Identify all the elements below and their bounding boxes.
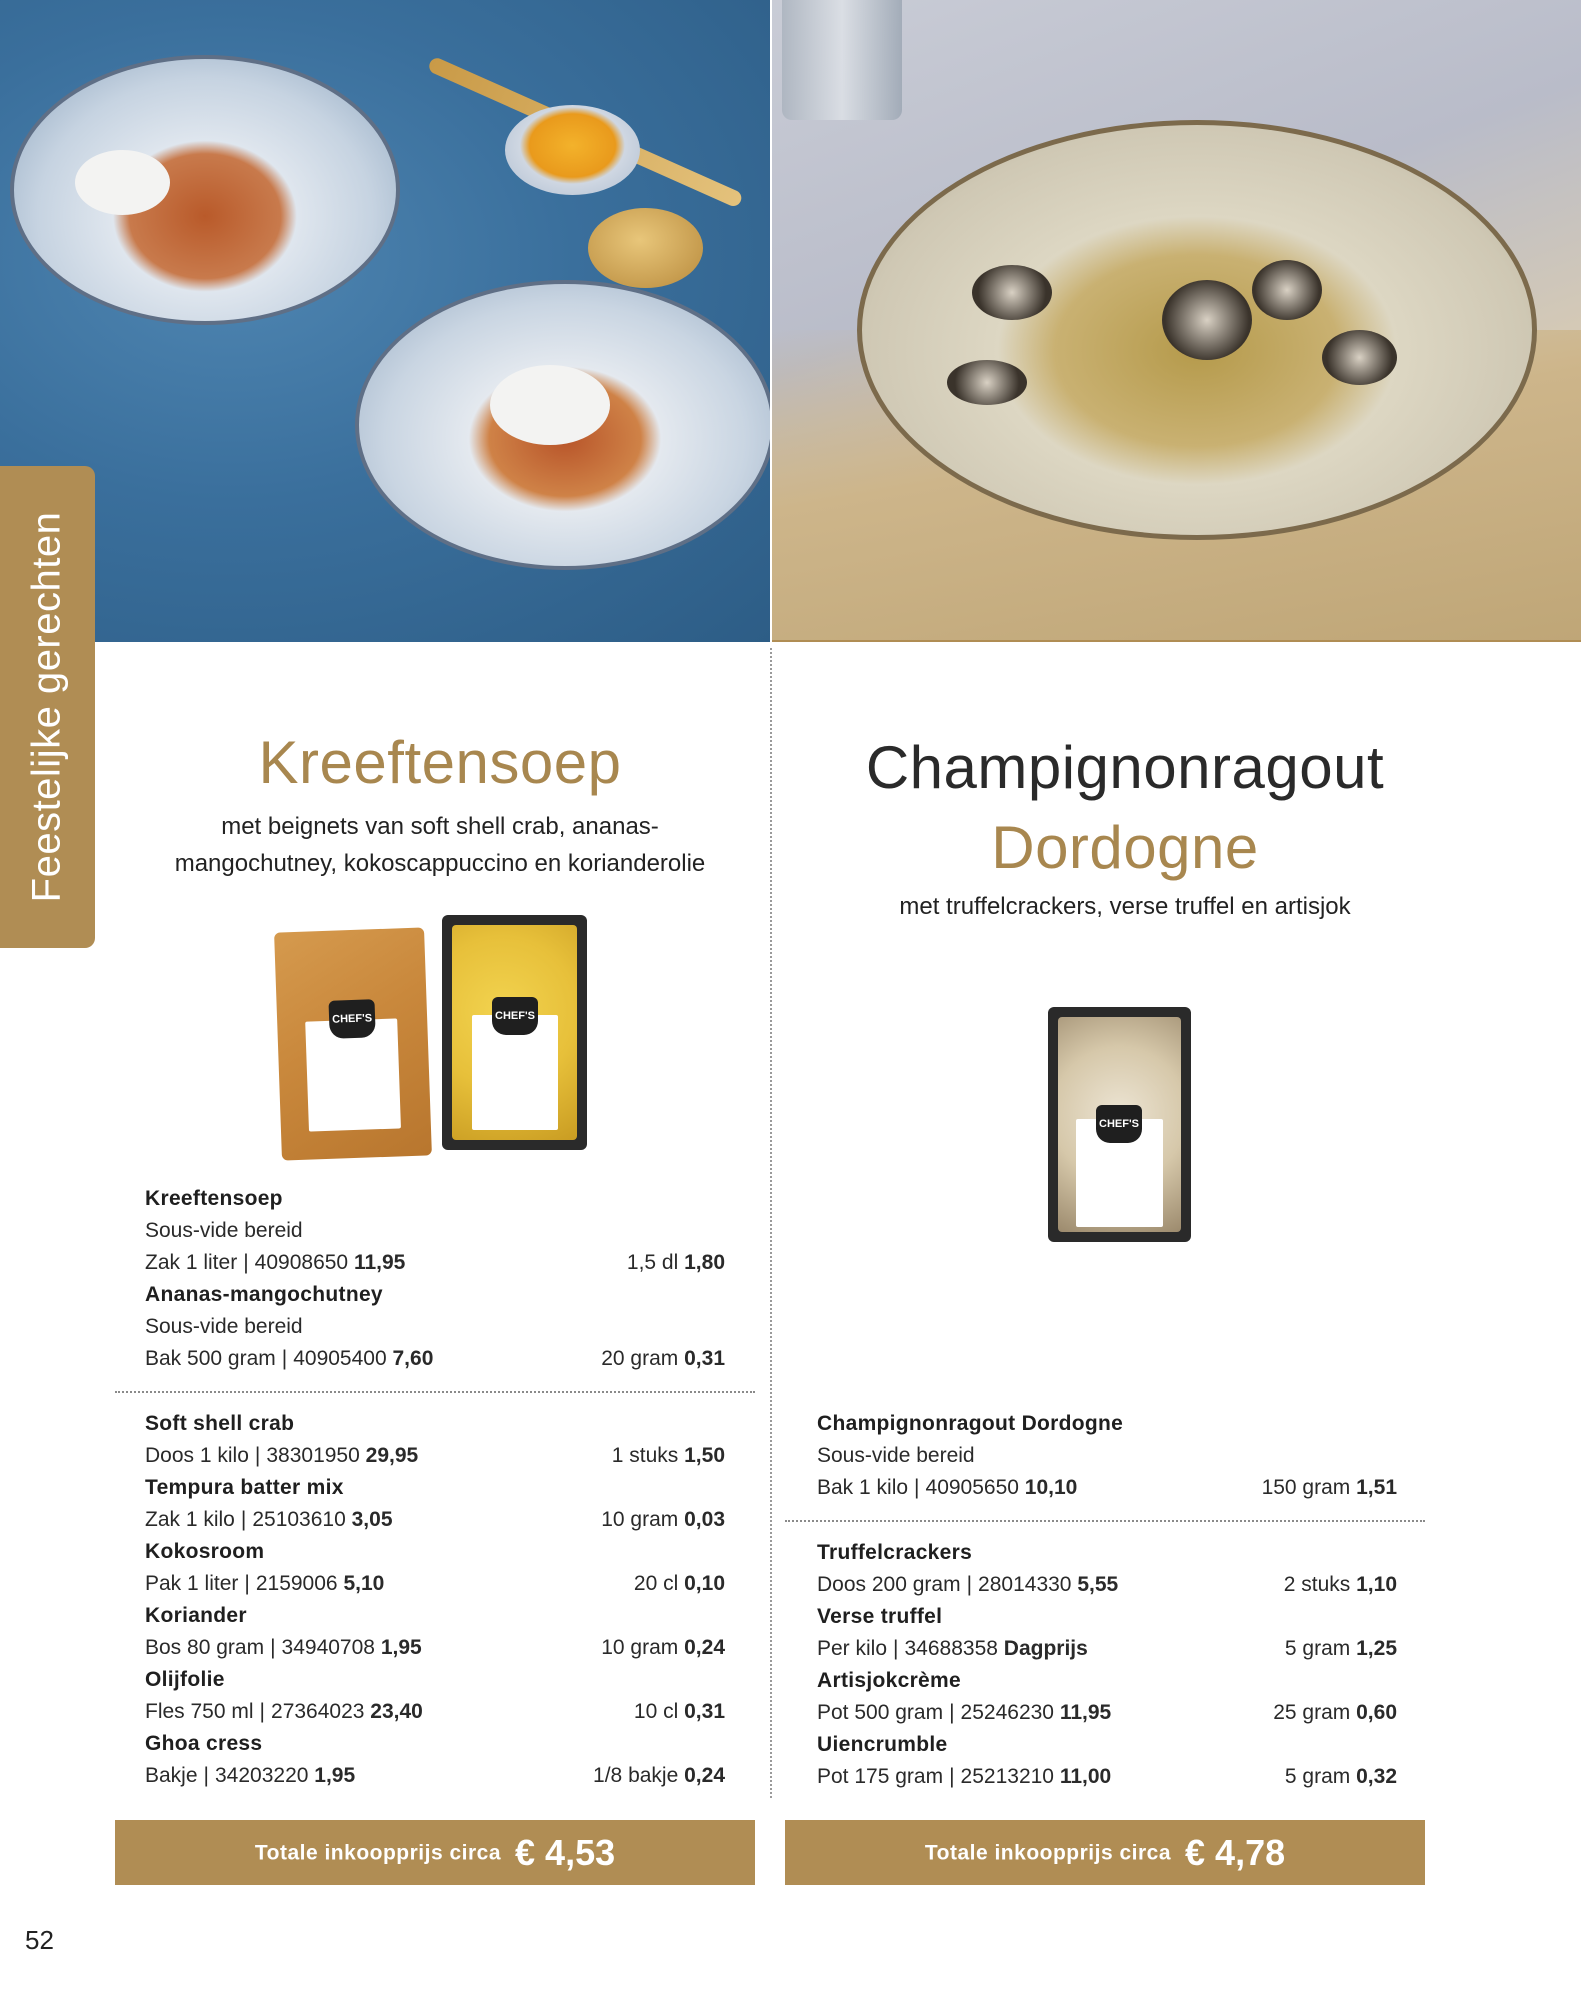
ingredient-code: 25246230 [960, 1701, 1054, 1724]
ingredient-price: 11,00 [1059, 1765, 1112, 1788]
truffle-slice-image [1252, 260, 1322, 320]
ingredient-item [145, 1728, 725, 1792]
chefs-logo: CHEF'S [492, 997, 538, 1035]
portion-size: 10 cl [633, 1700, 679, 1723]
ingredient-code: 34203220 [215, 1764, 309, 1787]
ingredient-price-line: Bos 80 gram | 34940708 1,95 10 gram 0,24 [145, 1632, 725, 1664]
ingredient-unit: Bakje [145, 1764, 198, 1787]
right-ingredients-group2 [817, 1537, 1397, 1793]
ingredient-name: Ghoa cress [145, 1732, 263, 1755]
truffle-slice-image [947, 360, 1027, 405]
ingredient-name: Kokosroom [145, 1540, 265, 1563]
portion-size: 5 gram [1284, 1637, 1351, 1660]
portion-size: 10 gram [601, 1508, 679, 1531]
ingredient-price: 11,95 [1059, 1701, 1112, 1724]
ingredient-name: Tempura batter mix [145, 1476, 344, 1499]
ingredient-code: 2159006 [255, 1572, 338, 1595]
portion-size: 5 gram [1284, 1765, 1351, 1788]
ingredient-price: 5,55 [1077, 1573, 1119, 1596]
ingredient-unit: Doos 200 gram [817, 1573, 961, 1596]
chutney-pack-image [442, 915, 587, 1150]
foam-image [75, 150, 170, 215]
ingredient-price: 5,10 [343, 1572, 385, 1595]
ingredient-portion [1284, 1569, 1397, 1601]
ingredient-price-line: Bak 500 gram | 40905400 7,60 20 gram 0,31 [145, 1343, 725, 1375]
portion-size: 1/8 bakje [593, 1764, 679, 1787]
ingredient-item [145, 1408, 725, 1472]
portion-price: 1,25 [1356, 1637, 1397, 1660]
ingredient-portion [627, 1247, 725, 1279]
ingredient-code: 40905400 [293, 1347, 387, 1370]
right-title-line: Dordogne [991, 814, 1259, 881]
ingredient-code: 38301950 [266, 1444, 360, 1467]
ingredient-unit: Zak 1 liter [145, 1251, 238, 1274]
ingredient-portion [612, 1440, 725, 1472]
total-label: Totale inkoopprijs circa [924, 1841, 1172, 1865]
ingredient-price: 11,95 [353, 1251, 406, 1274]
ingredient-unit: Pot 500 gram [817, 1701, 944, 1724]
total-label: Totale inkoopprijs circa [254, 1841, 502, 1865]
total-value: € 4,53 [515, 1832, 616, 1874]
ingredient-item [145, 1183, 725, 1279]
ingredient-name: Truffelcrackers [817, 1541, 973, 1564]
ingredient-code: 34940708 [281, 1636, 375, 1659]
chutney-cup-image [505, 105, 640, 195]
portion-size: 20 cl [633, 1572, 679, 1595]
ingredient-price-line: Bak 1 kilo | 40905650 10,10 150 gram 1,51 [817, 1472, 1397, 1504]
page-number: 52 [25, 1925, 54, 1955]
ingredient-item [145, 1536, 725, 1600]
ingredient-price-line: Zak 1 kilo | 25103610 3,05 10 gram 0,03 [145, 1504, 725, 1536]
ingredient-unit: Pot 175 gram [817, 1765, 944, 1788]
ingredient-name: Koriander [145, 1604, 247, 1627]
ingredient-name: Ananas-mangochutney [145, 1283, 383, 1306]
portion-price: 1,50 [684, 1444, 725, 1467]
ingredient-portion [601, 1504, 725, 1536]
truffle-slice-image [972, 265, 1052, 320]
ingredient-price: 29,95 [365, 1444, 419, 1467]
ingredient-unit: Pak 1 liter [145, 1572, 239, 1595]
right-recipe-title [785, 728, 1465, 888]
ingredient-name: Soft shell crab [145, 1412, 295, 1435]
portion-price: 1,51 [1356, 1476, 1397, 1499]
left-ingredients-group1 [145, 1183, 725, 1375]
portion-size: 25 gram [1273, 1701, 1351, 1724]
ingredient-unit: Doos 1 kilo [145, 1444, 249, 1467]
section-rule [772, 640, 1581, 642]
portion-price: 0,60 [1356, 1701, 1397, 1724]
ingredient-note: Sous-vide bereid [145, 1315, 303, 1338]
total-value: € 4,78 [1185, 1832, 1286, 1874]
ingredient-code: 27364023 [271, 1700, 365, 1723]
ingredient-price-line: Per kilo | 34688358 Dagprijs 5 gram 1,25 [817, 1633, 1397, 1665]
ingredient-price-line: Doos 200 gram | 28014330 5,55 2 stuks 1,10 [817, 1569, 1397, 1601]
ingredient-price: 1,95 [380, 1636, 422, 1659]
ingredient-code: 40905650 [925, 1476, 1019, 1499]
portion-size: 20 gram [601, 1347, 679, 1370]
ingredient-unit: Bak 1 kilo [817, 1476, 909, 1499]
portion-size: 150 gram [1261, 1476, 1351, 1499]
left-recipe-subtitle [115, 808, 765, 882]
left-total-bar [115, 1820, 755, 1885]
chefs-logo: CHEF'S [1096, 1105, 1142, 1143]
ingredient-portion [1273, 1697, 1397, 1729]
ingredient-price-line: Pak 1 liter | 2159006 5,10 20 cl 0,10 [145, 1568, 725, 1600]
ingredient-note: Sous-vide bereid [817, 1444, 975, 1467]
ingredient-unit: Per kilo [817, 1637, 888, 1660]
chefs-logo: CHEF'S [328, 999, 375, 1039]
photo-champignonragout [772, 0, 1581, 642]
ingredient-price-line: Doos 1 kilo | 38301950 29,95 1 stuks 1,50 [145, 1440, 725, 1472]
ingredient-item [145, 1664, 725, 1728]
ingredient-unit: Fles 750 ml [145, 1700, 254, 1723]
ingredient-price: 10,10 [1024, 1476, 1078, 1499]
portion-price: 0,24 [684, 1636, 725, 1659]
ingredient-unit: Bos 80 gram [145, 1636, 265, 1659]
glass-image [782, 0, 902, 120]
portion-price: 0,32 [1356, 1765, 1397, 1788]
ingredient-code: 25103610 [252, 1508, 346, 1531]
ingredient-item [817, 1537, 1397, 1601]
truffle-slice-image [1322, 330, 1397, 385]
left-subtitle-line: mangochutney, kokoscappuccino en korianderolie [174, 850, 706, 877]
ingredient-unit: Zak 1 kilo [145, 1508, 235, 1531]
portion-price: 0,31 [684, 1700, 725, 1723]
ingredient-price-line: Bakje | 34203220 1,95 1/8 bakje 0,24 [145, 1760, 725, 1792]
ingredient-price-line: Zak 1 liter | 40908650 11,95 1,5 dl 1,80 [145, 1247, 725, 1279]
ingredient-name: Verse truffel [817, 1605, 943, 1628]
ingredient-price: 7,60 [392, 1347, 434, 1370]
portion-price: 0,24 [684, 1764, 725, 1787]
foam-image [490, 365, 610, 445]
ingredient-portion [1285, 1633, 1397, 1665]
right-title-line: Champignonragout [865, 734, 1385, 801]
ingredient-portion [601, 1632, 725, 1664]
ingredient-item [817, 1601, 1397, 1665]
column-divider [770, 648, 772, 1798]
ingredient-portion [1285, 1761, 1397, 1793]
ingredient-portion [634, 1568, 725, 1600]
dotted-separator [785, 1520, 1425, 1522]
ingredient-name: Uiencrumble [817, 1733, 948, 1756]
portion-price: 1,80 [684, 1251, 725, 1274]
right-recipe-subtitle: met truffelcrackers, verse truffel en artisjok [899, 893, 1351, 920]
portion-price: 0,31 [684, 1347, 725, 1370]
ingredient-item [817, 1408, 1397, 1504]
ingredient-note: Sous-vide bereid [145, 1219, 303, 1242]
dotted-separator [115, 1391, 755, 1393]
ingredient-portion [593, 1760, 725, 1792]
ingredient-portion [601, 1343, 725, 1375]
ingredient-unit: Bak 500 gram [145, 1347, 276, 1370]
left-recipe-title: Kreeftensoep [258, 729, 622, 796]
ingredient-code: 34688358 [904, 1637, 998, 1660]
right-total-bar [785, 1820, 1425, 1885]
ingredient-item [145, 1472, 725, 1536]
portion-price: 1,10 [1356, 1573, 1397, 1596]
ingredient-price-line: Fles 750 ml | 27364023 23,40 10 cl 0,31 [145, 1696, 725, 1728]
ingredient-name: Artisjokcrème [817, 1669, 961, 1692]
portion-price: 0,10 [684, 1572, 725, 1595]
portion-price: 0,03 [684, 1508, 725, 1531]
section-tab-label: Feestelijke gerechten [24, 511, 69, 903]
ingredient-price: Dagprijs [1003, 1637, 1088, 1660]
ingredient-price-line: Pot 500 gram | 25246230 11,95 25 gram 0,60 [817, 1697, 1397, 1729]
ingredient-price-line: Pot 175 gram | 25213210 11,00 5 gram 0,32 [817, 1761, 1397, 1793]
ingredient-price: 3,05 [351, 1508, 393, 1531]
ingredient-code: 40908650 [254, 1251, 349, 1274]
ingredient-price: 1,95 [314, 1764, 356, 1787]
ingredient-name: Champignonragout Dordogne [817, 1412, 1124, 1435]
kreeftensoep-pack-image [274, 927, 432, 1160]
portion-size: 2 stuks [1283, 1573, 1351, 1596]
left-ingredients-group2 [145, 1408, 725, 1792]
truffle-slice-image [1162, 280, 1252, 360]
right-ingredients-group1 [817, 1408, 1397, 1504]
ingredient-name: Kreeftensoep [145, 1187, 283, 1210]
ingredient-code: 28014330 [978, 1573, 1072, 1596]
ingredient-code: 25213210 [960, 1765, 1054, 1788]
gold-spoon-image [588, 208, 703, 288]
photo-kreeftensoep [0, 0, 770, 642]
soup-bowl-image [10, 55, 400, 325]
left-subtitle-line: met beignets van soft shell crab, ananas- [221, 813, 659, 840]
ingredient-portion [634, 1696, 725, 1728]
ingredient-item [145, 1600, 725, 1664]
champignonragout-pack-image [1048, 1007, 1191, 1242]
ingredient-item [817, 1665, 1397, 1729]
ingredient-name: Olijfolie [145, 1668, 225, 1691]
ingredient-portion [1262, 1472, 1397, 1504]
ingredient-item [145, 1279, 725, 1375]
portion-size: 1 stuks [611, 1444, 679, 1467]
ingredient-item [817, 1729, 1397, 1793]
ingredient-price: 23,40 [370, 1700, 423, 1723]
portion-size: 1,5 dl [626, 1251, 679, 1274]
portion-size: 10 gram [601, 1636, 679, 1659]
